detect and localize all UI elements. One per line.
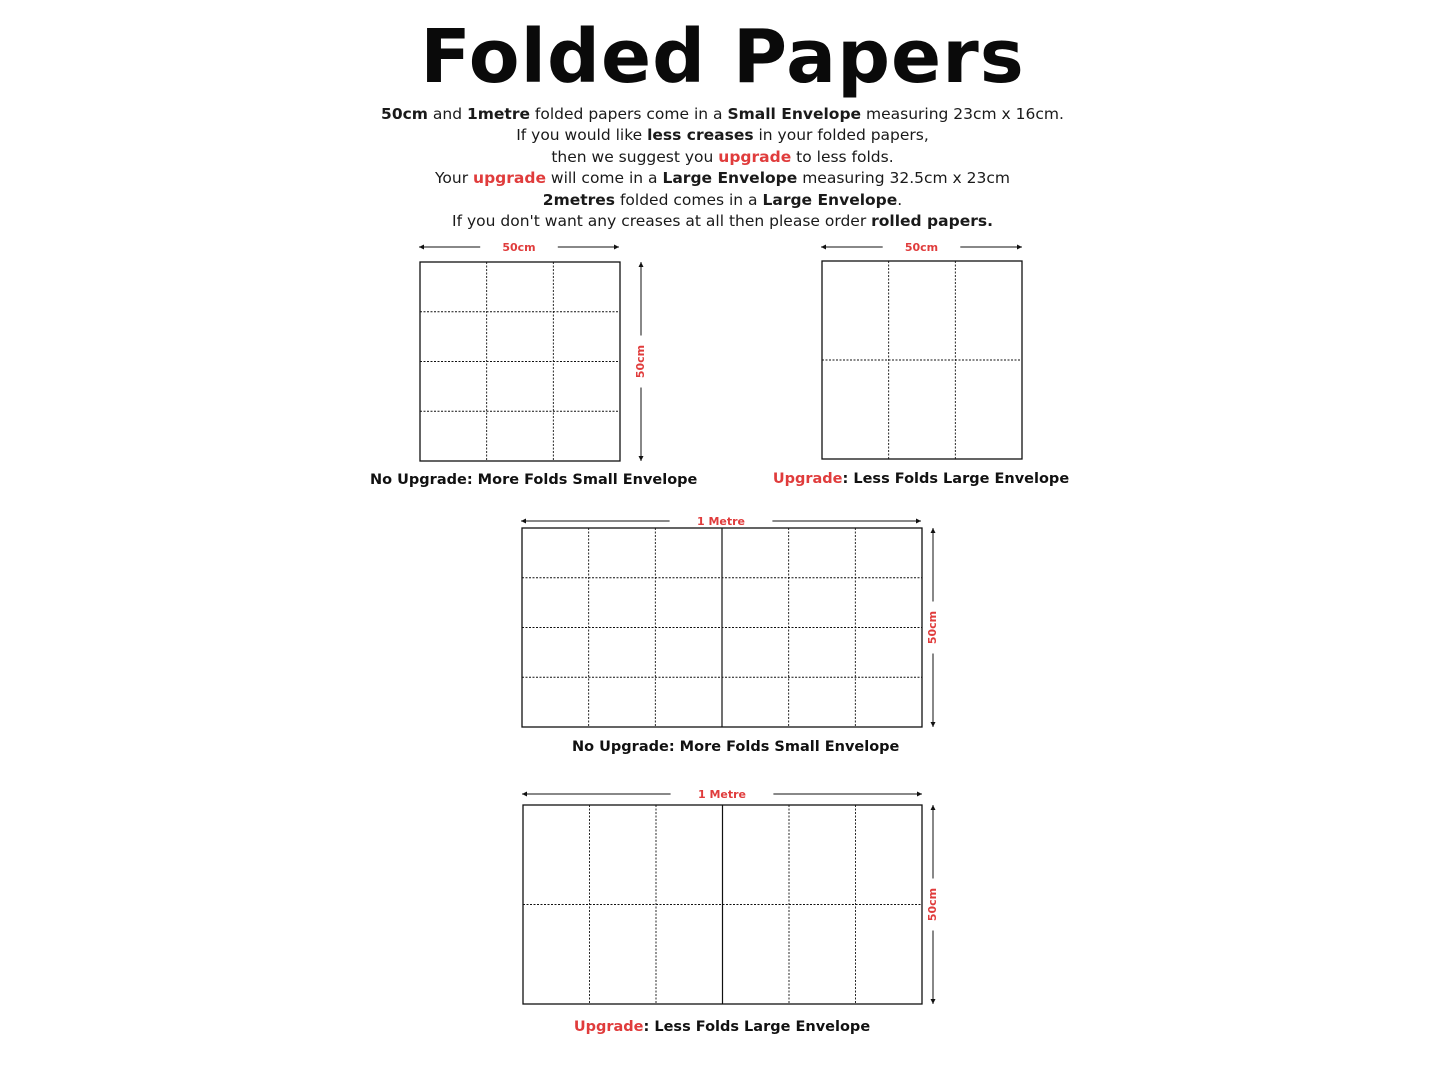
width-label: 50cm xyxy=(502,241,536,254)
intro-highlight: upgrade xyxy=(473,169,546,188)
intro-bold: Small Envelope xyxy=(727,105,862,123)
intro-text-part: folded papers come in a xyxy=(530,105,728,123)
intro-text-part: folded comes in a xyxy=(615,190,763,209)
intro-bold: less creases xyxy=(647,126,754,145)
arrow-head xyxy=(522,792,527,797)
caption-text: : Less Folds Large Envelope xyxy=(643,1019,871,1035)
intro-bold: Large Envelope xyxy=(762,190,898,209)
intro-bold: rolled papers. xyxy=(871,212,993,231)
intro-highlight: upgrade xyxy=(718,147,792,166)
intro-text-part: to less folds. xyxy=(791,147,894,166)
height-label: 50cm xyxy=(634,344,647,379)
page-title: Folded Papers xyxy=(420,14,1025,100)
height-label: 50cm xyxy=(926,610,939,645)
intro-text-part: measuring 32.5cm x 23cm xyxy=(797,169,1010,188)
intro-text-part: then we suggest you xyxy=(551,147,719,166)
intro-bold: 1metre xyxy=(466,105,530,123)
width-label: 50cm xyxy=(904,241,939,254)
arrow-head xyxy=(931,805,936,810)
intro-text-part: . xyxy=(897,190,903,209)
intro-text-part: will come in a xyxy=(545,169,663,188)
intro-text-part: and xyxy=(427,105,467,123)
caption-text: : Less Folds Large Envelope xyxy=(842,471,1070,487)
caption-highlight: Upgrade xyxy=(772,471,843,487)
intro-text-part: If you would like xyxy=(516,126,648,145)
caption-text: No Upgrade: More Folds Small Envelope xyxy=(572,739,900,755)
arrow-head xyxy=(931,999,936,1004)
intro-text-part: in your folded papers, xyxy=(753,126,929,145)
intro-bold: 50cm xyxy=(381,105,428,123)
intro-text-part: If you don't want any creases at all then please order xyxy=(452,212,872,231)
width-label: 1 Metre xyxy=(697,788,747,801)
arrow-head xyxy=(917,792,922,797)
diagram-caption xyxy=(572,1019,872,1035)
caption-text: No Upgrade: More Folds Small Envelope xyxy=(370,472,698,488)
caption-highlight: Upgrade xyxy=(573,1019,644,1035)
intro-text-part: Your xyxy=(435,169,474,188)
intro-bold: 2metres xyxy=(542,190,616,209)
width-label: 1 Metre xyxy=(696,515,746,528)
height-label: 50cm xyxy=(926,887,939,922)
intro-bold: Large Envelope xyxy=(662,169,798,188)
intro-text-part: measuring 23cm x 16cm. xyxy=(861,105,1064,123)
